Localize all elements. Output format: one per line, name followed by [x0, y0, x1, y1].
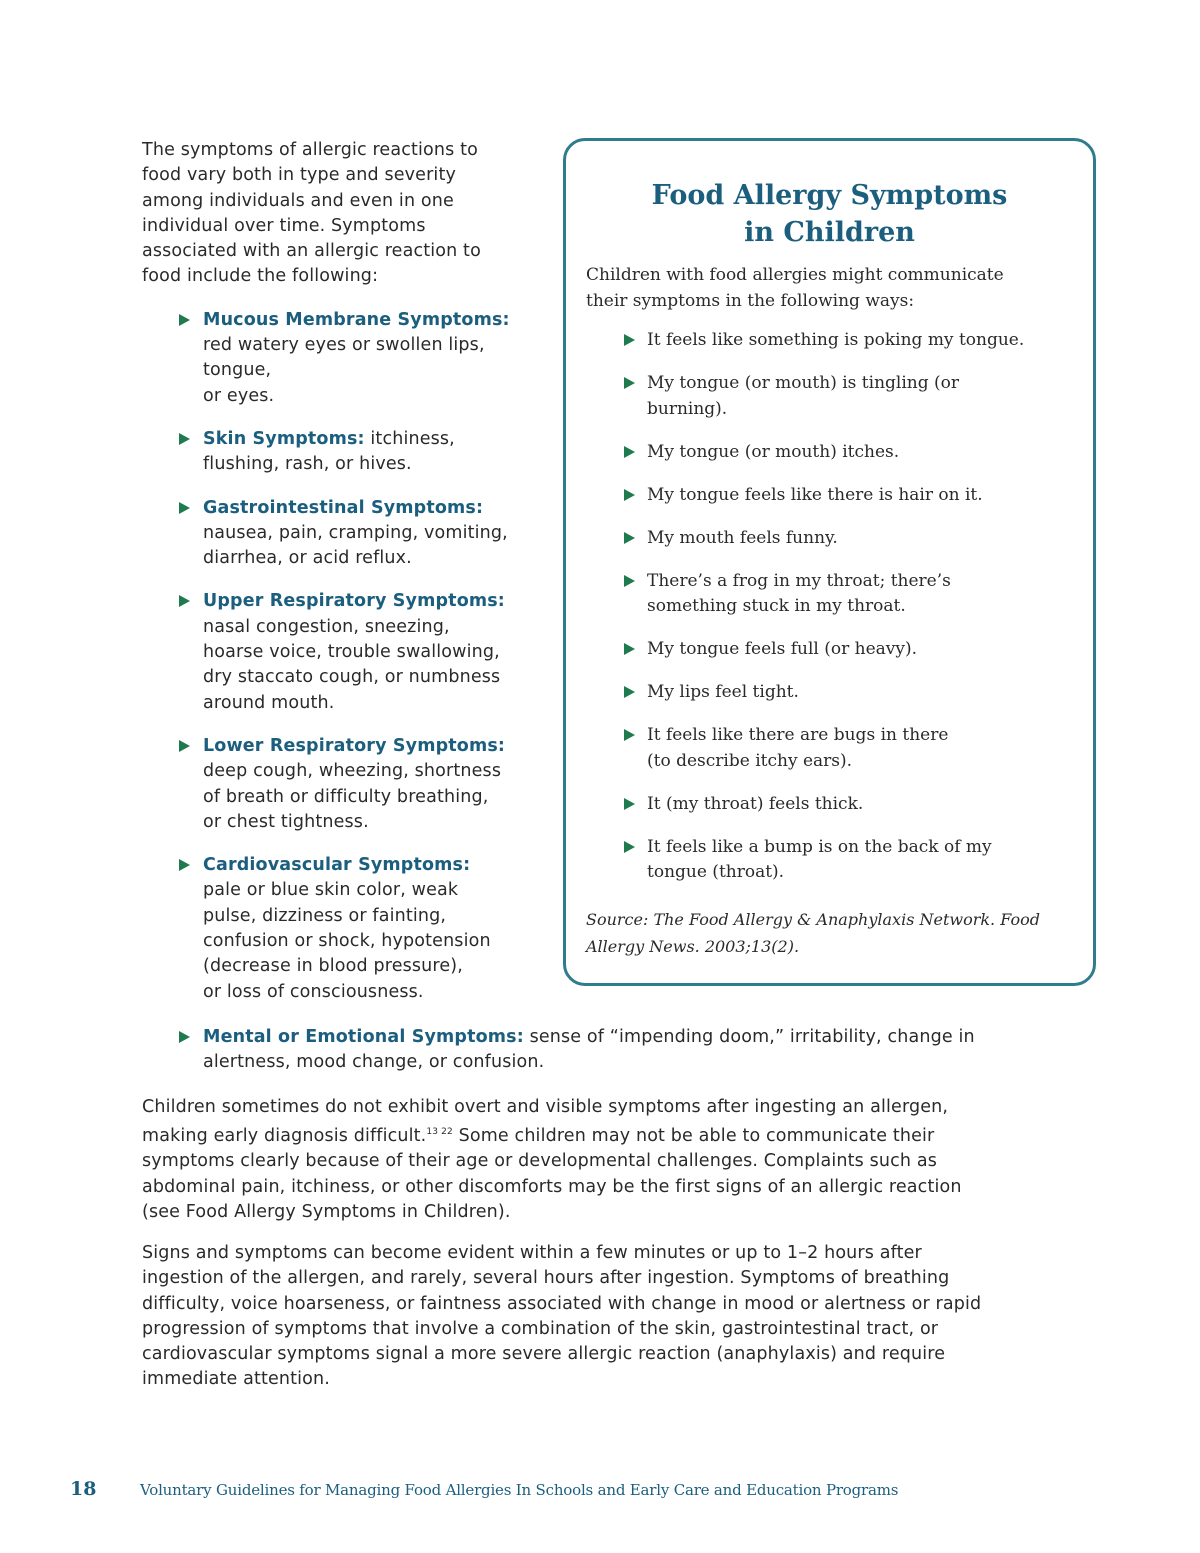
symptom-line: tongue,: [203, 360, 272, 381]
triangle-bullet-icon: [179, 314, 190, 326]
sidebar-quote-line: My tongue (or mouth) is tingling (or: [647, 373, 960, 393]
triangle-bullet-icon: [624, 334, 635, 346]
symptom-term: Mucous Membrane Symptoms:: [203, 309, 510, 330]
paragraph-line: Signs and symptoms can become evident within a few minutes or up to 1–2 hours after: [142, 1243, 922, 1263]
triangle-bullet-icon: [624, 575, 635, 587]
sidebar-quote-item: [586, 792, 1076, 818]
left-column: [142, 138, 534, 1023]
symptom-term: Skin Symptoms:: [203, 428, 365, 449]
sidebar-quote-line: My mouth feels funny.: [647, 527, 838, 548]
symptom-item-upper-respiratory: [142, 589, 534, 715]
symptom-line: confusion or shock, hypotension: [203, 931, 491, 952]
symptom-term: Gastrointestinal Symptoms:: [203, 497, 484, 518]
symptom-line: (decrease in blood pressure),: [203, 956, 463, 977]
symptom-line: around mouth.: [203, 692, 335, 713]
symptom-line: nausea, pain, cramping, vomiting,: [203, 522, 508, 543]
symptom-term: Lower Respiratory Symptoms:: [203, 735, 506, 756]
sidebar-source: [586, 906, 1076, 960]
symptom-line: nasal congestion, sneezing,: [203, 616, 450, 637]
triangle-bullet-icon: [179, 1031, 190, 1043]
intro-line: food vary both in type and severity: [142, 165, 456, 186]
triangle-bullet-icon: [624, 686, 635, 698]
symptom-line: alertness, mood change, or confusion.: [203, 1052, 545, 1073]
intro-line: food include the following:: [142, 266, 379, 287]
symptom-item-gastro: [142, 496, 534, 572]
paragraph-line: Children sometimes do not exhibit overt and visible symptoms after ingesting an allergen,: [142, 1097, 949, 1117]
triangle-bullet-icon: [179, 502, 190, 514]
symptom-item-cardiovascular: [142, 853, 534, 1005]
triangle-bullet-icon: [624, 841, 635, 853]
sidebar-quote-item: [586, 637, 1076, 663]
source-line: Source: The Food Allergy & Anaphylaxis Network. Food: [586, 910, 1040, 929]
intro-line: The symptoms of allergic reactions to: [142, 140, 478, 160]
intro-line: among individuals and even in one: [142, 190, 454, 211]
sidebar-quote-line: (to describe itchy ears).: [647, 750, 853, 771]
intro-paragraph: [142, 138, 534, 290]
food-allergy-sidebar: [563, 138, 1096, 986]
paragraph-diagnosis: [142, 1095, 1062, 1225]
symptom-line: or eyes.: [203, 385, 275, 406]
sidebar-intro: [586, 263, 1066, 314]
sidebar-quote-list: [586, 328, 1076, 903]
symptom-line: dry staccato cough, or numbness: [203, 667, 501, 688]
triangle-bullet-icon: [624, 377, 635, 389]
sidebar-quote-line: There’s a frog in my throat; there’s: [647, 570, 951, 591]
paragraph-text: Some children may not be able to communicate their: [452, 1126, 935, 1147]
paragraph-line: difficulty, voice hoarseness, or faintness associated with change in mood or alertness or rapid: [142, 1293, 982, 1314]
symptom-line: diarrhea, or acid reflux.: [203, 548, 412, 569]
symptom-term: Mental or Emotional Symptoms:: [203, 1027, 524, 1047]
sidebar-title: [566, 177, 1093, 251]
paragraph-line: symptoms clearly because of their age or developmental challenges. Complaints such as: [142, 1151, 937, 1172]
sidebar-quote-line: It feels like something is poking my tongue.: [647, 330, 1025, 350]
sidebar-quote-item: [586, 328, 1076, 354]
triangle-bullet-icon: [179, 433, 190, 445]
symptom-term: Upper Respiratory Symptoms:: [203, 591, 505, 612]
symptom-line: of breath or difficulty breathing,: [203, 786, 489, 807]
sidebar-quote-line: It feels like a bump is on the back of my: [647, 836, 992, 857]
paragraph-text: making early diagnosis difficult.: [142, 1126, 427, 1147]
citation-superscript: 13 22: [426, 1127, 453, 1138]
mental-symptoms-block: [142, 1025, 1062, 1076]
symptom-line: or loss of consciousness.: [203, 981, 424, 1002]
triangle-bullet-icon: [624, 643, 635, 655]
sidebar-quote-line: My tongue (or mouth) itches.: [647, 441, 900, 462]
sidebar-quote-item: [586, 680, 1076, 706]
symptom-line: pale or blue skin color, weak: [203, 880, 459, 901]
source-line: Allergy News. 2003;13(2).: [586, 937, 800, 956]
symptom-line: hoarse voice, trouble swallowing,: [203, 642, 500, 663]
intro-line: individual over time. Symptoms: [142, 215, 426, 236]
symptom-inline: sense of “impending doom,” irritability, change in: [523, 1027, 975, 1047]
paragraph-line: abdominal pain, itchiness, or other discomforts may be the first signs of an allergic reaction: [142, 1176, 962, 1197]
symptom-item-mucous: [142, 308, 534, 409]
triangle-bullet-icon: [624, 798, 635, 810]
paragraph-line: immediate attention.: [142, 1369, 330, 1390]
symptom-item-mental: [142, 1025, 1062, 1076]
symptom-line: pulse, dizziness or fainting,: [203, 905, 447, 926]
sidebar-quote-line: something stuck in my throat.: [647, 596, 906, 616]
triangle-bullet-icon: [624, 446, 635, 458]
symptom-line: flushing, rash, or hives.: [203, 454, 412, 475]
triangle-bullet-icon: [179, 740, 190, 752]
triangle-bullet-icon: [179, 859, 190, 871]
sidebar-quote-item: [586, 371, 1076, 422]
intro-line: associated with an allergic reaction to: [142, 241, 481, 262]
sidebar-quote-line: It feels like there are bugs in there: [647, 725, 949, 745]
symptom-item-skin: [142, 427, 534, 478]
symptom-list: [142, 308, 534, 1005]
triangle-bullet-icon: [624, 489, 635, 501]
paragraph-line: cardiovascular symptoms signal a more severe allergic reaction (anaphylaxis) and require: [142, 1344, 946, 1365]
sidebar-quote-item: [586, 835, 1076, 886]
sidebar-quote-line: burning).: [647, 398, 728, 419]
triangle-bullet-icon: [624, 532, 635, 544]
sidebar-quote-line: My tongue feels full (or heavy).: [647, 639, 918, 659]
page-number: 18: [70, 1478, 97, 1500]
sidebar-quote-line: It (my throat) feels thick.: [647, 793, 864, 814]
sidebar-quote-line: My lips feel tight.: [647, 682, 799, 702]
symptom-inline: itchiness,: [364, 428, 455, 449]
triangle-bullet-icon: [624, 729, 635, 741]
sidebar-quote-item: [586, 440, 1076, 466]
paragraph-line: ingestion of the allergen, and rarely, several hours after ingestion. Symptoms of breathing: [142, 1268, 950, 1289]
symptom-item-lower-respiratory: [142, 734, 534, 835]
symptom-line: deep cough, wheezing, shortness: [203, 761, 502, 782]
sidebar-quote-line: My tongue feels like there is hair on it.: [647, 484, 983, 505]
sidebar-title-line: Food Allergy Symptoms: [651, 180, 1008, 211]
paragraph-line: (see Food Allergy Symptoms in Children).: [142, 1202, 511, 1223]
paragraph-line: progression of symptoms that involve a combination of the skin, gastrointestinal tract, or: [142, 1318, 939, 1339]
symptom-line: or chest tightness.: [203, 811, 369, 832]
sidebar-title-line: in Children: [744, 217, 915, 248]
sidebar-intro-line: their symptoms in the following ways:: [586, 290, 915, 311]
sidebar-quote-item: [586, 569, 1076, 620]
triangle-bullet-icon: [179, 595, 190, 607]
sidebar-intro-line: Children with food allergies might communicate: [586, 265, 1004, 285]
sidebar-quote-item: [586, 526, 1076, 552]
sidebar-quote-line: tongue (throat).: [647, 862, 785, 882]
running-footer-title: Voluntary Guidelines for Managing Food Allergies In Schools and Early Care and Education Programs: [140, 1481, 899, 1499]
paragraph-timing: [142, 1241, 1062, 1393]
sidebar-quote-item: [586, 483, 1076, 509]
symptom-term: Cardiovascular Symptoms:: [203, 855, 471, 876]
sidebar-quote-item: [586, 723, 1076, 774]
symptom-line: red watery eyes or swollen lips,: [203, 335, 485, 356]
